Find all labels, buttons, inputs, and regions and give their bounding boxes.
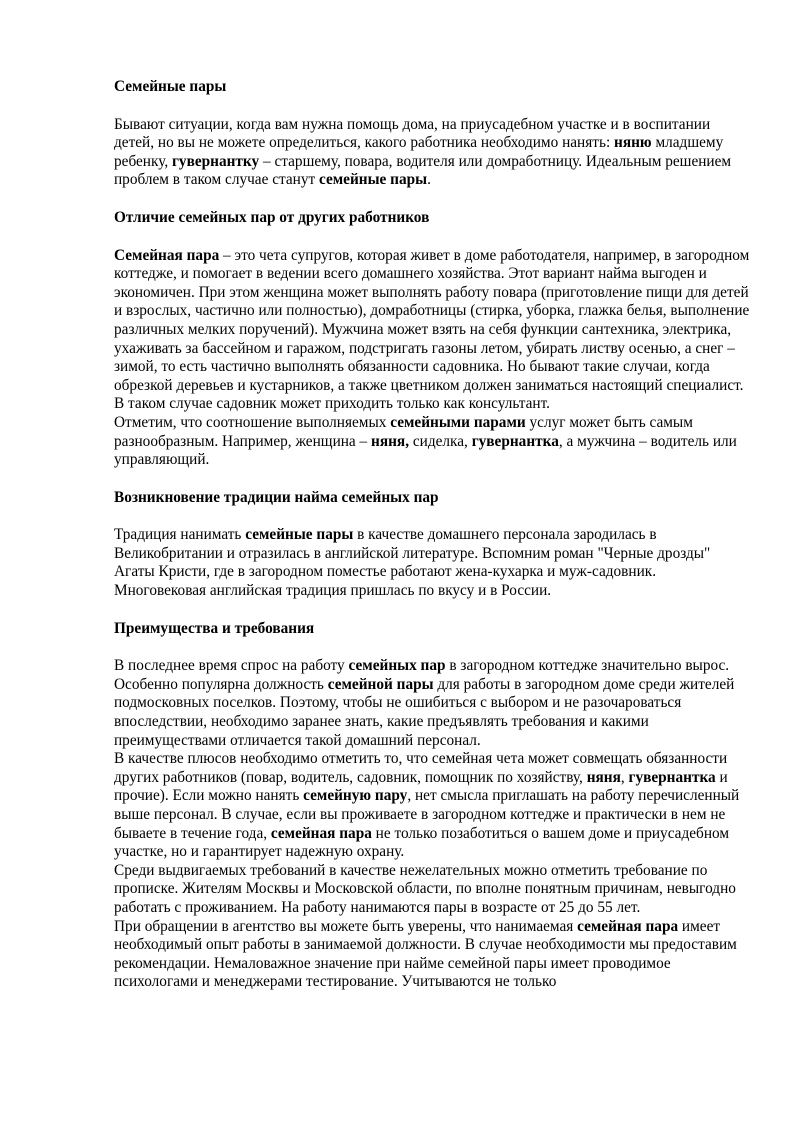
text-run: В качестве плюсов необходимо отметить то, что семейная чета может совмещать обязанности других работников (повар, водитель, садовник, помощник по хозяйству, (114, 750, 728, 786)
text-run: В последнее время спрос на работу (114, 657, 349, 675)
text-run: и прочие). Если можно нанять (114, 768, 728, 805)
bold-text-run: гувернантку (171, 152, 260, 170)
text-run: – это чета супругов, которая живет в доме работодателя, например, в загородном коттедже, и помогает в ведении всего домашнего хозяйства. Этот вариант найма выгоден и экономичен. При этом женщина может выполнять работу повара (приготовление пищи для детей и взрослых, частично или полностью), домработницы (стирка, уборка, глажка белья, выполнение различных мелких поручений). Мужчина может взять на себя функции сантехника, электрика, ухаживать за бассейном и гаражом, подстригать газоны летом, убирать листву осенью, а снег – зимой, то есть частично выполнять обязанности садовника. Но бывают такие случаи, когда обрезкой деревьев и кустарников, а также цветником должен заниматься настоящий специалист. В таком случае садовник может приходить только как консультант. (114, 246, 750, 413)
text-run: сиделка, (409, 432, 472, 450)
bold-text-run: гувернантка (628, 768, 716, 786)
heading-family-couples: Семейные пары (114, 78, 227, 95)
text-run: При обращении в агентство вы можете быть уверены, что нанимаемая (114, 917, 578, 935)
text-run: , нет смысла приглашать на работу перечисленный выше персонал. В случае, если вы проживаете в загородном коттедже и практически в нем не бываете в течение года, (114, 787, 740, 842)
paragraph-pluses (114, 750, 750, 862)
text-run: не только позаботиться о вашем доме и приусадебном участке, но и гарантирует надежную охрану. (114, 824, 730, 861)
text-run: в загородном коттедже значительно вырос. Особенно популярна должность (114, 657, 730, 693)
paragraph-agency (114, 918, 750, 992)
text-run: имеет необходимый опыт работы в занимаемой должности. В случае необходимости мы предоставим рекомендации. Немаловажное значение при найме семейной пары имеет проводимое психологами и менеджерами тестирование. Учитываются не только (114, 917, 737, 991)
text-run: для работы в загородном доме среди жителей подмосковных поселков. Поэтому, чтобы не ошибиться с выбором и не разочароваться впоследствии, необходимо заранее знать, какие предъявлять требования и какими преимуществами отличается такой домашний персонал. (114, 675, 735, 749)
bold-text-run: семейные пары (319, 171, 428, 189)
heading-advantages: Преимущества и требования (114, 619, 315, 637)
text-run: , а мужчина – водитель или управляющий. (114, 432, 737, 469)
text-run: Среди выдвигаемых требований в качестве нежелательных можно отметить требование по прописке. Жителям Москвы и Московской области, по вполне понятным причинам, невыгодно работать с проживанием. На работу нанимаются пары в возрасте от 25 до 55 лет. (114, 861, 736, 916)
text-run: . (427, 171, 431, 189)
bold-text-run: семейной пары (327, 675, 434, 693)
paragraph-definition (114, 247, 750, 414)
bold-text-run: гувернантка (471, 432, 559, 450)
text-run: в качестве домашнего персонала зародилась в Великобритании и отразилась в английской литературе. Вспомним роман "Черные дрозды" Агаты Кристи, где в загородном поместье работают жена-кухарка и муж-садовник. Многовековая английская традиция пришлась по вкусу и в России. (114, 526, 711, 600)
text-run: Отметим, что соотношение выполняемых (114, 413, 391, 431)
bold-text-run: семейных пар (348, 657, 446, 675)
text-run: Традиция нанимать (114, 526, 246, 544)
paragraph-tradition (114, 526, 750, 600)
bold-text-run: семейными парами (390, 413, 526, 431)
paragraph-demand (114, 657, 750, 750)
paragraph-intro (114, 116, 750, 190)
paragraph-requirements (114, 862, 750, 918)
bold-text-run: няня, (371, 432, 410, 450)
heading-differences: Отличие семейных пар от других работников (114, 208, 430, 226)
text-run: , (620, 768, 629, 786)
bold-text-run: семейную пару (303, 787, 408, 805)
bold-text-run: семейная пара (270, 824, 372, 842)
bold-text-run: Семейная пара (114, 246, 220, 264)
text-run: младшему ребенку, (114, 134, 724, 170)
text-run: – старшему, повара, водителя или домработницу. Идеальным решением проблем в таком случае станут (114, 152, 732, 189)
heading-tradition: Возникновение традиции найма семейных пар (114, 488, 439, 506)
bold-text-run: семейные пары (245, 526, 354, 544)
document-page (114, 78, 750, 992)
paragraph-services (114, 414, 750, 470)
text-run: услуг может быть самым разнообразным. Например, женщина – (114, 413, 693, 450)
bold-text-run: семейная пара (577, 917, 679, 935)
bold-text-run: няня (586, 768, 621, 786)
bold-text-run: няню (614, 134, 652, 152)
text-run: Бывают ситуации, когда вам нужна помощь дома, на приусадебном участке и в воспитании детей, но вы не можете определиться, какого работника необходимо нанять: (114, 115, 711, 152)
